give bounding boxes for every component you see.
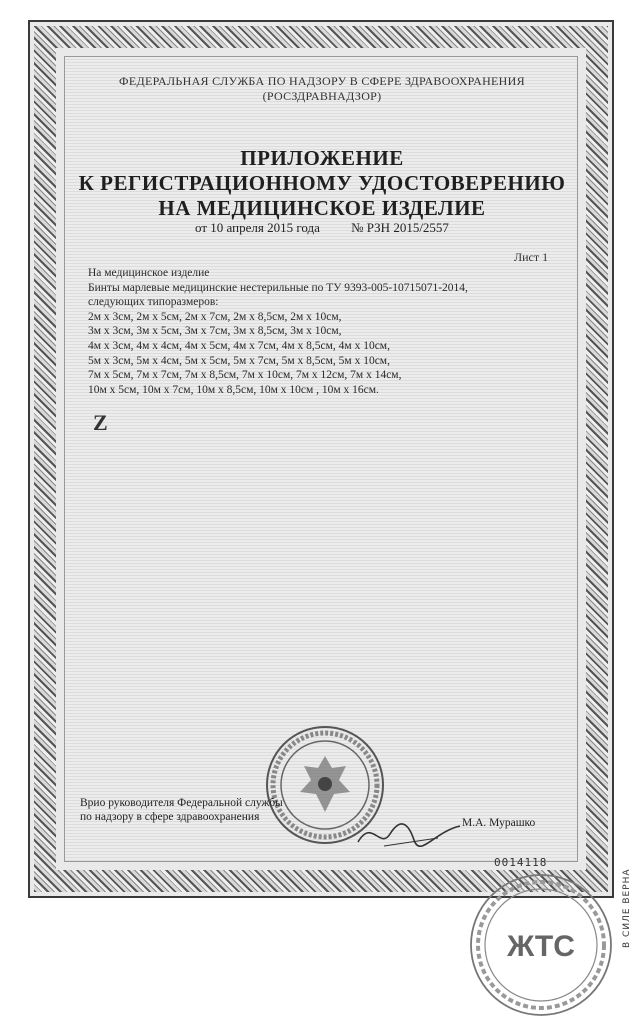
document-body bbox=[88, 266, 528, 397]
sheet-number: Лист 1 bbox=[514, 250, 549, 264]
registration-line bbox=[0, 220, 644, 236]
issuing-agency bbox=[0, 74, 644, 104]
registration-date: от 10 апреля 2015 года bbox=[195, 220, 320, 235]
agency-abbreviation: (РОСЗДРАВНАДЗОР) bbox=[262, 89, 382, 103]
stamp-label: ЖТС bbox=[507, 930, 575, 963]
end-mark: Z bbox=[93, 410, 108, 435]
size-line: 5м х 3см, 5м х 4см, 5м х 5см, 5м х 7см, 5м х 8,5см, 5м х 10см, bbox=[88, 354, 390, 367]
title-line-1: ПРИЛОЖЕНИЕ bbox=[240, 146, 404, 170]
signatory-name: М.А. Мурашко bbox=[462, 817, 536, 829]
title-line-2: К РЕГИСТРАЦИОННОМУ УДОСТОВЕРЕНИЮ bbox=[78, 171, 566, 195]
signatory-line-2: по надзору в сфере здравоохранения bbox=[80, 811, 260, 823]
product-name: Бинты марлевые медицинские нестерильные по ТУ 9393-005-10715071-2014, bbox=[88, 281, 468, 294]
size-line: 10м х 5см, 10м х 7см, 10м х 8,5см, 10м х 10см , 10м х 16см. bbox=[88, 383, 379, 396]
registration-number: № РЗН 2015/2557 bbox=[351, 220, 449, 235]
title-line-3: НА МЕДИЦИНСКОЕ ИЗДЕЛИЕ bbox=[158, 196, 486, 220]
signature-icon bbox=[354, 812, 464, 852]
size-line: 7м х 5см, 7м х 7см, 7м х 8,5см, 7м х 10см, 7м х 12см, 7м х 14см, bbox=[88, 369, 402, 382]
agency-name: ФЕДЕРАЛЬНАЯ СЛУЖБА ПО НАДЗОРУ В СФЕРЕ ЗДРАВООХРАНЕНИЯ bbox=[119, 74, 525, 88]
certification-side-mark: В СИЛЕ ВЕРНА bbox=[622, 868, 632, 948]
company-stamp-icon bbox=[466, 870, 616, 1020]
form-serial-number: 0014118 bbox=[494, 856, 548, 869]
sizes-intro: следующих типоразмеров: bbox=[88, 296, 219, 309]
body-intro: На медицинское изделие bbox=[88, 267, 210, 279]
size-line: 3м х 3см, 3м х 5см, 3м х 7см, 3м х 8,5см, 3м х 10см, bbox=[88, 325, 342, 338]
signatory-position bbox=[80, 796, 300, 824]
signatory-line-1: Врио руководителя Федеральной службы bbox=[80, 797, 283, 809]
document-title bbox=[0, 146, 644, 221]
size-line: 4м х 3см, 4м х 4см, 4м х 5см, 4м х 7см, 4м х 8,5см, 4м х 10см, bbox=[88, 339, 390, 352]
size-line: 2м х 3см, 2м х 5см, 2м х 7см, 2м х 8,5см, 2м х 10см, bbox=[88, 310, 342, 323]
